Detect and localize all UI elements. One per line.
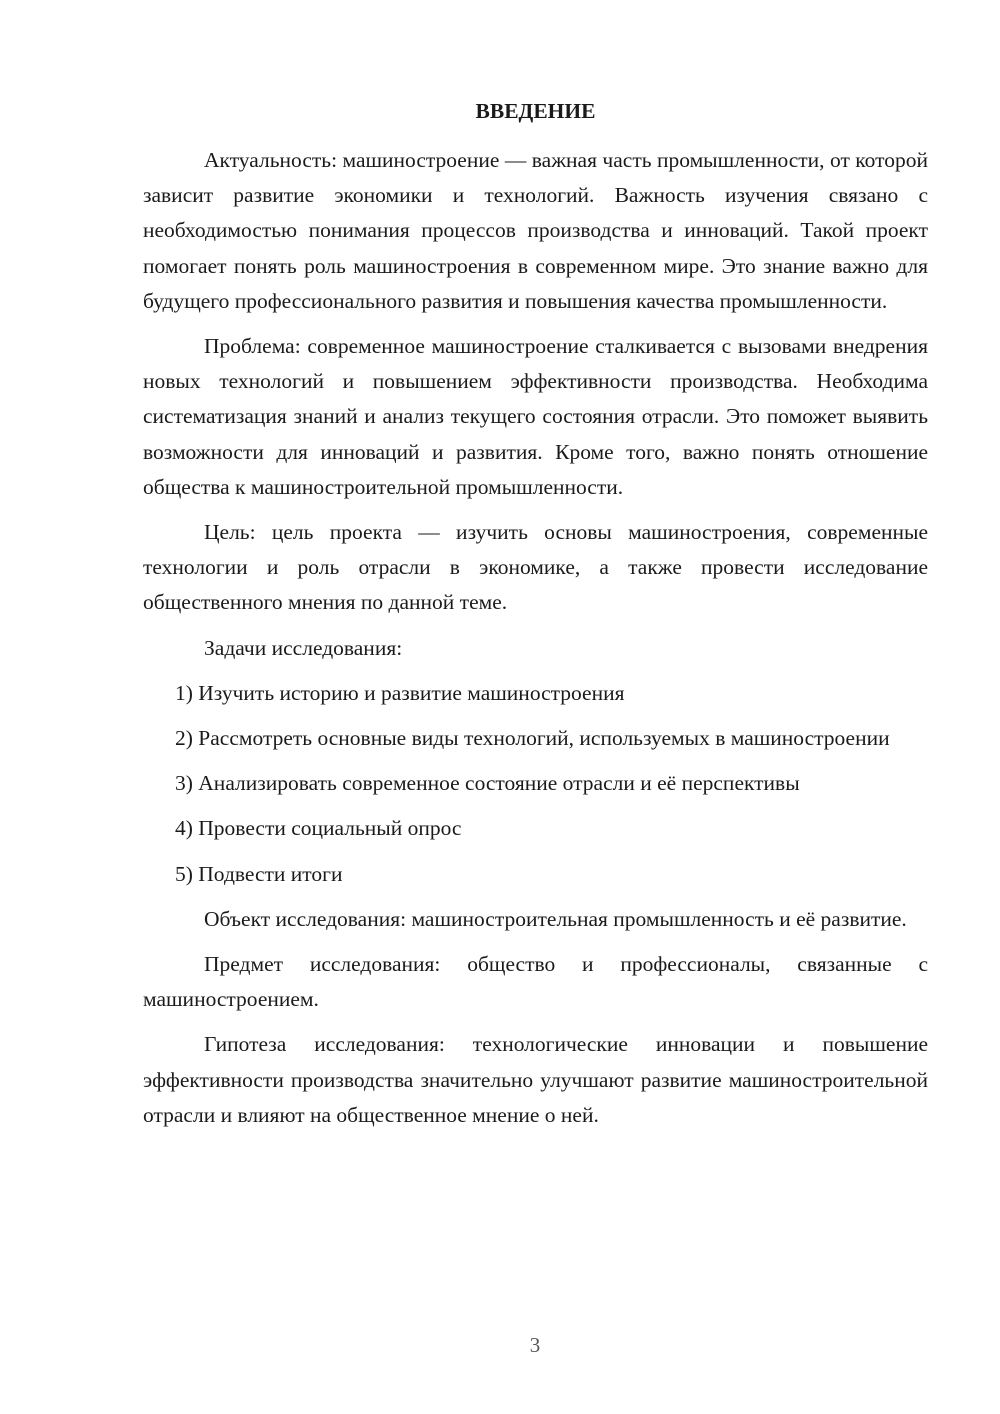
tasks-heading: Задачи исследования: <box>204 635 403 660</box>
page-number: 3 <box>529 1333 541 1357</box>
task-item: 3) Анализировать современное состояние отрасли и её перспективы <box>175 771 800 796</box>
task-item: 2) Рассмотреть основные виды технологий, используемых в машиностроении <box>175 726 890 751</box>
task-item: 1) Изучить историю и развитие машиностроения <box>175 680 625 705</box>
paragraph-goal: Цель: цель проекта — изучить основы машиностроения, современные технологии и роль отрасли в экономике, а также провести исследование общественного мнения по данной теме. <box>143 520 928 615</box>
paragraph-subject: Предмет исследования: общество и профессионалы, связанные с машиностроением. <box>143 952 928 1012</box>
task-item: 5) Подвести итоги <box>175 861 343 886</box>
paragraph-hypothesis: Гипотеза исследования: технологические инновации и повышение эффективности производства значительно улучшают развитие машиностроительной отрасли и влияют на общественное мнение о ней. <box>143 1032 928 1127</box>
paragraph-problem: Проблема: современное машиностроение сталкивается с вызовами внедрения новых технологий и повышением эффективности производства. Необходима систематизация знаний и анализ текущего состояния отрасли. Это поможет выявить возможности для инноваций и развития. Кроме того, важно понять отношение общества к машиностроительной промышленности. <box>143 334 928 499</box>
paragraph-object: Объект исследования: машиностроительная промышленность и её развитие. <box>204 906 907 931</box>
paragraph-relevance: Актуальность: машиностроение — важная часть промышленности, от которой зависит развитие экономики и технологий. Важность изучения связано с необходимостью понимания процессов производства и инноваций. Такой проект помогает понять роль машиностроения в современном мире. Это знание важно для будущего профессионального развития и повышения качества промышленности. <box>143 148 928 313</box>
document-page <box>143 95 928 1143</box>
task-item: 4) Провести социальный опрос <box>175 816 462 841</box>
page-title: ВВЕДЕНИЕ <box>475 99 596 123</box>
